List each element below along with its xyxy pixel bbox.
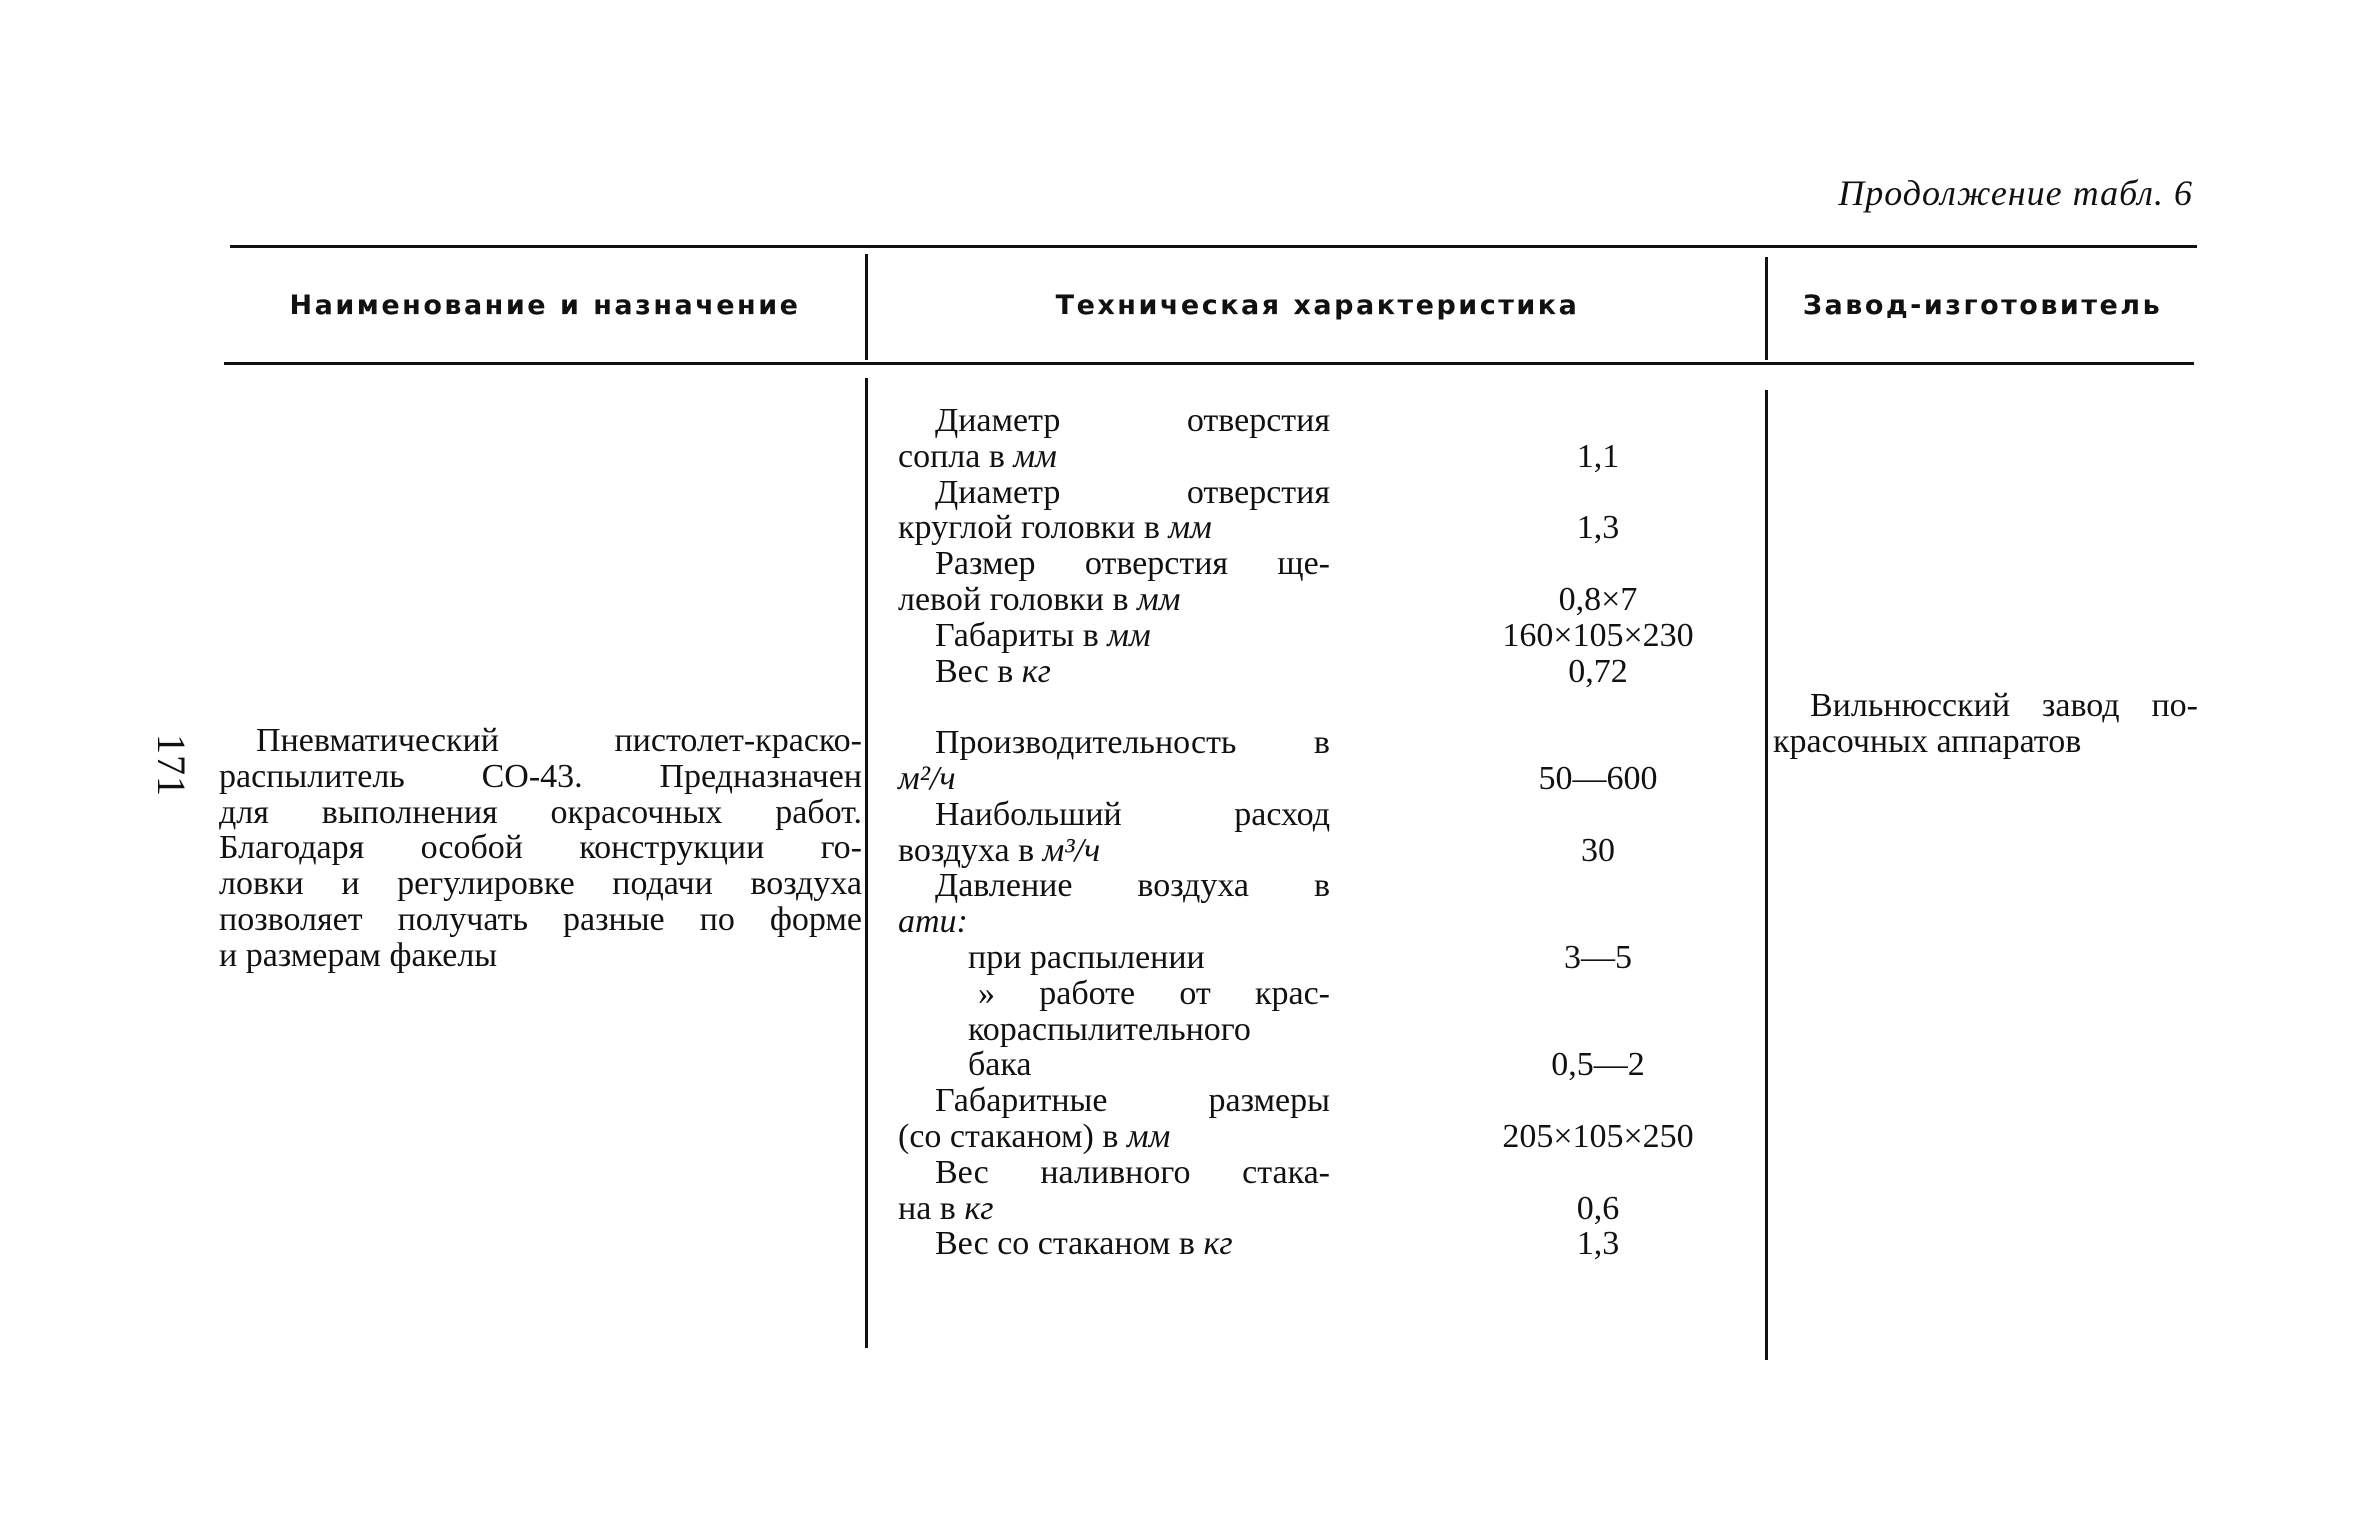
spec-label-text: Вес в <box>935 652 1022 690</box>
spec-label-text: Диаметр отверстия <box>935 403 1330 439</box>
body-divider-1 <box>865 378 868 1348</box>
spec-label <box>898 654 1330 690</box>
spec-row <box>898 616 1694 654</box>
spec-label <box>898 1047 1330 1083</box>
spec-label-text: при распылении <box>968 938 1205 976</box>
spec-row <box>898 725 1330 761</box>
spec-value: 50—600 <box>1538 759 1658 797</box>
spec-label <box>898 1155 1330 1191</box>
spec-label-text: Наибольший расход <box>935 796 1330 833</box>
spec-value: 1,3 <box>1576 1225 1620 1263</box>
spec-label <box>898 510 1330 546</box>
spec-row <box>898 904 1330 940</box>
spec-label <box>898 940 1330 976</box>
spec-unit: кг <box>964 1189 994 1227</box>
manufacturer-line: Вильнюсский завод по- <box>1810 688 2198 724</box>
header-specs: Техническая характеристика <box>1055 290 1580 321</box>
spec-unit: кг <box>1203 1225 1233 1263</box>
spec-row <box>898 831 1615 869</box>
spec-row <box>898 1046 1645 1084</box>
spec-label <box>898 1083 1330 1119</box>
spec-label-text: круглой головки в <box>898 509 1169 547</box>
spec-label-text: Габариты в <box>935 616 1108 654</box>
spec-row <box>898 1012 1330 1048</box>
header-bottom-rule <box>224 362 2194 365</box>
spec-value: 1,3 <box>1576 509 1620 547</box>
name-line: Благодаря особой конструкции го- <box>219 830 862 867</box>
header-divider-2 <box>1765 257 1768 360</box>
spec-label-text: сопла в <box>898 437 1014 475</box>
spec-value: 3—5 <box>1564 938 1632 976</box>
spec-unit: мм <box>1168 509 1212 547</box>
name-line: ловки и регулировке подачи воздуха <box>219 866 862 902</box>
spec-label <box>898 725 1330 761</box>
spec-row <box>898 403 1330 439</box>
spec-label-text: Давление воздуха в <box>935 868 1330 905</box>
spec-unit: мм <box>1107 616 1151 654</box>
spec-label <box>898 1191 1330 1227</box>
name-line: Пневматический пистолет-краско- <box>256 723 862 759</box>
header-name: Наименование и назначение <box>289 290 801 321</box>
name-column <box>219 723 862 974</box>
spec-label-text: воздуха в <box>898 831 1043 869</box>
spec-label-text: Диаметр отверстия <box>935 474 1330 511</box>
spec-row <box>898 437 1620 475</box>
spec-value: 0,72 <box>1568 652 1628 690</box>
spec-label <box>898 689 1330 725</box>
spec-label <box>898 1226 1330 1262</box>
spec-row <box>898 1155 1330 1191</box>
spec-label <box>898 761 1330 797</box>
spec-row <box>898 938 1632 976</box>
spec-label <box>898 868 1330 904</box>
spec-row <box>898 797 1330 833</box>
spec-label <box>898 1119 1330 1155</box>
spec-label-text: (со стаканом) в <box>898 1117 1127 1155</box>
spec-label-text: Размер отверстия ще- <box>935 546 1330 582</box>
spec-unit: мм <box>1013 437 1057 475</box>
spec-label-text: Вес со стаканом в <box>935 1225 1204 1263</box>
spec-row <box>898 652 1628 690</box>
spec-label <box>898 403 1330 439</box>
spec-row <box>898 868 1330 904</box>
spec-row <box>898 976 1330 1012</box>
spec-unit: мм <box>1137 580 1181 618</box>
spec-row <box>898 1117 1694 1155</box>
page-number: 171 <box>149 734 194 797</box>
spec-label <box>898 976 1330 1012</box>
spec-label <box>898 797 1330 833</box>
spec-label-text: левой головки в <box>898 580 1138 618</box>
spec-unit: м²/ч <box>898 759 956 797</box>
spec-value: 1,1 <box>1576 437 1620 475</box>
spec-label <box>898 904 1330 940</box>
spec-row <box>898 509 1620 547</box>
spec-label <box>898 833 1330 869</box>
spec-label <box>898 546 1330 582</box>
name-line: позволяет получать разные по форме <box>219 901 862 938</box>
spec-value: 205×105×250 <box>1502 1117 1694 1155</box>
spec-label <box>898 618 1330 654</box>
header-divider-1 <box>865 254 868 360</box>
spec-row <box>898 1189 1620 1227</box>
name-line: для выполнения окрасочных работ. <box>219 794 862 831</box>
spec-unit: ати: <box>898 903 968 941</box>
table-continuation-caption: Продолжение табл. 6 <box>1838 173 2193 213</box>
spec-value: 0,8×7 <box>1558 580 1638 618</box>
spec-label <box>898 582 1330 618</box>
manufacturer-column <box>1773 688 2198 760</box>
spec-row <box>898 475 1330 511</box>
spec-label-text: кораспылительного <box>968 1010 1251 1048</box>
spec-value: 0,6 <box>1576 1189 1620 1227</box>
spec-unit: мм <box>1126 1117 1171 1155</box>
spec-label-text: Габаритные размеры <box>935 1083 1330 1119</box>
spec-row <box>898 1083 1330 1119</box>
spec-row <box>898 759 1658 797</box>
spec-row <box>898 546 1330 582</box>
spec-label-text: » работе от крас- <box>978 975 1330 1012</box>
spec-label-text: Производительность в <box>935 725 1330 761</box>
spec-label-text: Вес наливного стака- <box>935 1154 1330 1191</box>
spec-value: 160×105×230 <box>1502 616 1694 654</box>
spec-row <box>898 689 1330 725</box>
spec-label <box>898 1012 1330 1048</box>
spec-value: 0,5—2 <box>1551 1046 1645 1084</box>
spec-label-text: на в <box>898 1189 965 1227</box>
name-line: распылитель СО-43. Предназначен <box>219 758 862 795</box>
spec-label <box>898 475 1330 511</box>
spec-label-text: бака <box>968 1046 1032 1084</box>
spec-column <box>898 403 1694 1263</box>
spec-unit: м³/ч <box>1042 831 1101 869</box>
spec-value: 30 <box>1581 831 1615 869</box>
top-rule <box>230 245 2197 248</box>
name-line: и размерам факелы <box>219 936 498 974</box>
spec-row <box>898 1225 1620 1263</box>
header-manufacturer: Завод-изготовитель <box>1802 290 2163 321</box>
manufacturer-line: красочных аппаратов <box>1773 722 2082 760</box>
spec-label <box>898 439 1330 475</box>
spec-unit: кг <box>1021 652 1051 690</box>
spec-row <box>898 580 1638 618</box>
